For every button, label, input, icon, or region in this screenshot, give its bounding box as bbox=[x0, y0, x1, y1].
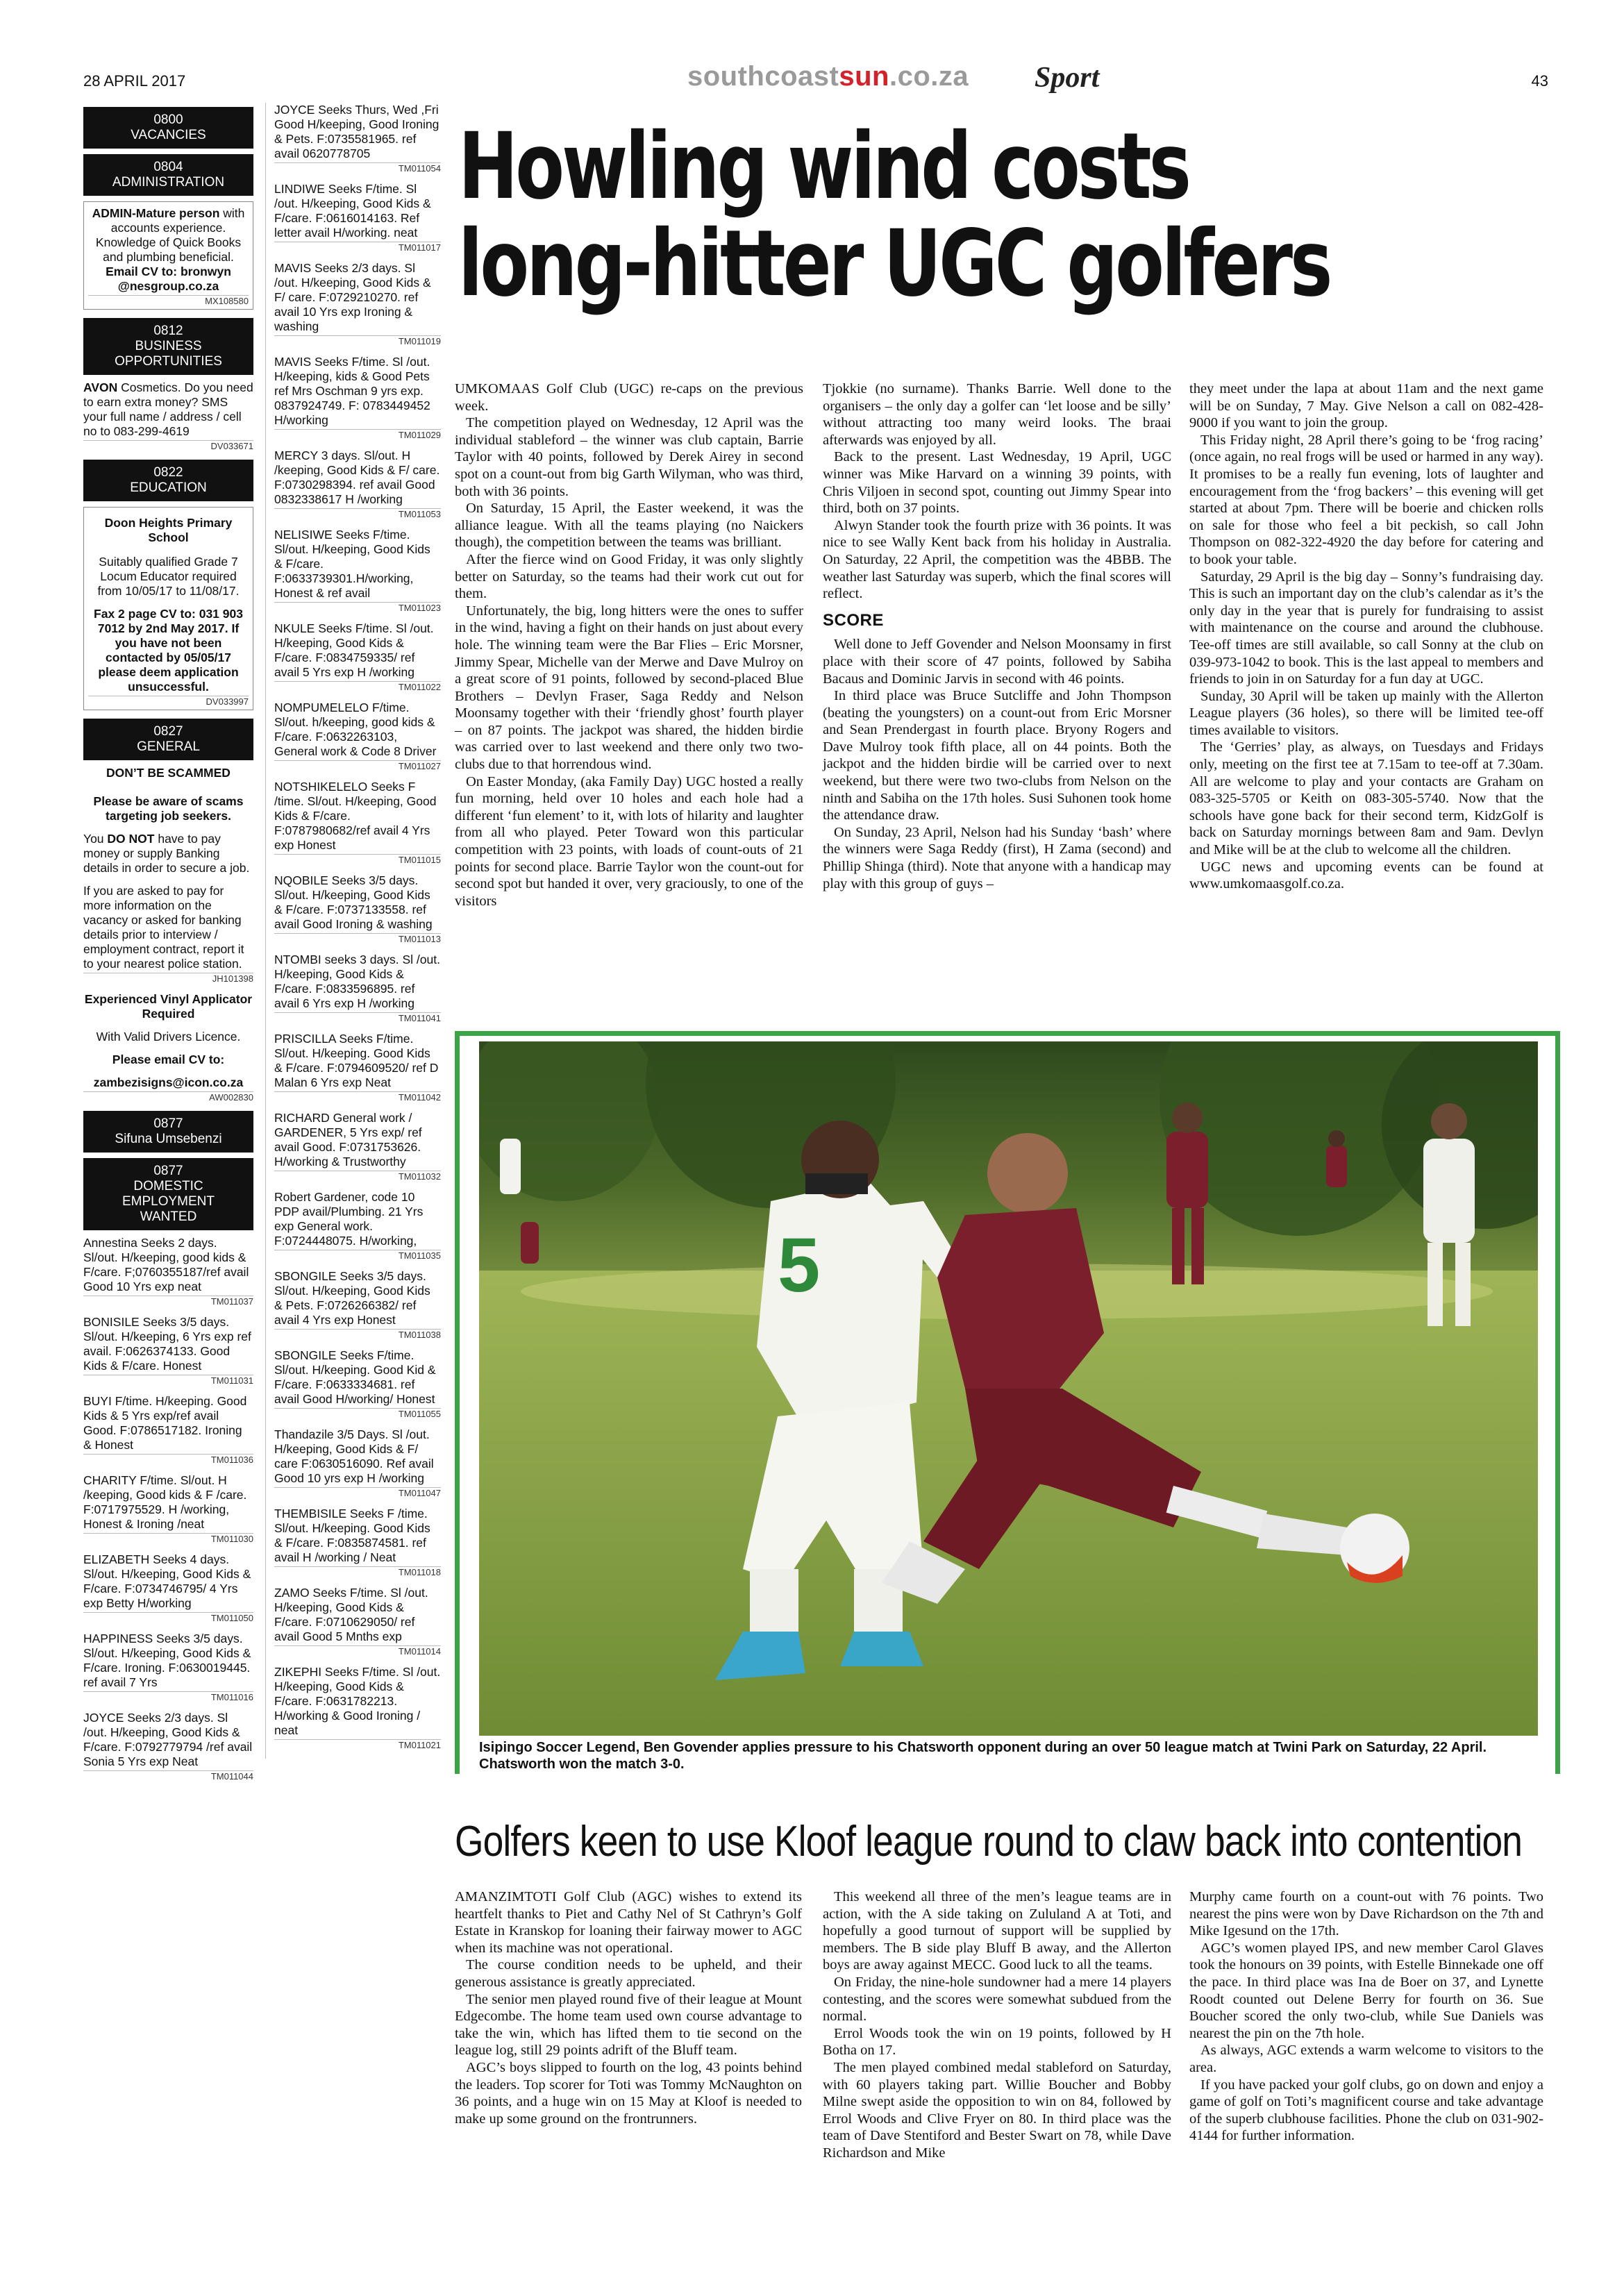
article-paragraph: The men played combined medal stableford on Saturday, with 60 players taking part. Willie Boucher and Bobby Milne swept aside the opposition to win on 84, followed by Errol Woods and Clive Fryer on 80. In third place was the team of Dave Stentiford and Bester Swart on 78, while Dave Richardson and Mike bbox=[823, 2059, 1171, 2161]
soccer-ball bbox=[1340, 1514, 1409, 1583]
article-paragraph: Unfortunately, the big, long hitters were the ones to suffer in the wind, having a fight on their hands on just about every hole. The winning team were the Bar Flies – Eric Morsner, Jimmy Spear, Michelle van der Merwe and Dave Mulroy on a great score of 91 points, followed by second-placed Blue Brothers – Devlyn Fraser, Saga Reddy and Nelson Moonsamy together with their ‘friendly ghost’ fourth player – on 87 points. The jackpot was shared, the hidden birdie was carried over to last weekend and there only two two-clubs due to that horrendous wind. bbox=[455, 603, 803, 773]
ad-ref: TM011038 bbox=[274, 1329, 441, 1340]
classifieds-panel bbox=[83, 103, 441, 2241]
article-paragraph: In third place was Bruce Sutcliffe and John Thompson (beating the youngsters) on a count-out from Eric Morsner and Sean Prendergast in fourth place. Bryony Rogers and Dave Mulroy took fifth place, all on 44 points. Both the jackpot and the hidden birdie will be carried over to next weekend, but there were two two-clubs from Nelson on the ninth and Sabiha on the 17th holes. Susi Suhonen took home the attendance draw. bbox=[823, 688, 1171, 823]
classified-ad bbox=[274, 1665, 441, 1750]
ad-email: zambezisigns@icon.co.za bbox=[93, 1075, 244, 1089]
story2-column-2 bbox=[823, 1888, 1171, 2162]
category-label: 0877 Sifuna Umsebenzi bbox=[115, 1116, 222, 1146]
classified-ad bbox=[274, 1032, 441, 1103]
ad-ref: TM011016 bbox=[83, 1691, 253, 1702]
story1-column-1 bbox=[455, 380, 803, 910]
story1-column-2 bbox=[823, 380, 1171, 892]
ad-title: Experienced Vinyl Applicator Required bbox=[84, 992, 253, 1021]
ad-text: With Valid Drivers Licence. bbox=[96, 1030, 241, 1044]
ad-text: Annestina Seeks 2 days. Sl/out. H/keeping, good kids & F/care. F;0760355187/ref avail Good 10 Yrs exp neat bbox=[83, 1236, 249, 1293]
category-label: 0877 DOMESTIC EMPLOYMENT WANTED bbox=[122, 1164, 215, 1224]
ad-ref: TM011055 bbox=[274, 1408, 441, 1419]
category-label: 0800 VACANCIES bbox=[131, 112, 206, 142]
ad-ref: TM011050 bbox=[83, 1612, 253, 1623]
ad-text: JOYCE Seeks 2/3 days. Sl /out. H/keeping, Good Kids & F/care. F:0792779794 /ref avail Sonia 5 Yrs exp Neat bbox=[83, 1711, 253, 1768]
ad-text: RICHARD General work / GARDENER, 5 Yrs exp/ ref avail Good. F:0731753626. H/working & Trustworthy bbox=[274, 1111, 422, 1168]
ad-ref: TM011035 bbox=[274, 1250, 441, 1261]
jersey-number: 5 bbox=[778, 1223, 821, 1308]
category-domestic bbox=[83, 1158, 253, 1230]
category-business bbox=[83, 318, 253, 375]
classified-ad bbox=[274, 261, 441, 346]
article-paragraph: On Saturday, 15 April, the Easter weekend, it was the alliance league. With all the teams playing (no Naickers though), the competition between the teams was brilliant. bbox=[455, 501, 803, 551]
masthead-part-b: sun bbox=[839, 61, 889, 92]
classified-ad-school bbox=[83, 507, 253, 710]
ad-ref: JH101398 bbox=[83, 973, 253, 984]
ad-ref: TM011029 bbox=[274, 429, 441, 440]
ad-lead: ADMIN-Mature person bbox=[92, 206, 220, 220]
ad-text: Cosmetics. Do you need to earn extra money? SMS your full name / address / cell no to 083-299-4619 bbox=[83, 380, 253, 438]
article-paragraph: AGC’s boys slipped to fourth on the log, 43 points behind the leaders. Top scorer for Toti was Tommy McNaughton on 36 points, and a huge win on 15 May at Kloof is needed to make up some ground on the frontrunners. bbox=[455, 2059, 802, 2127]
ad-text-bold: DO NOT bbox=[107, 832, 155, 846]
domestic-ads-list-2 bbox=[274, 103, 441, 1750]
article-paragraph: Alwyn Stander took the fourth prize with 36 points. It was nice to see Wally Kent back from his holiday in Australia. On Saturday, 22 April, the competition was the 4BBB. The weather last Saturday was superb, which the final scores will reflect. bbox=[823, 517, 1171, 602]
article-paragraph: The competition played on Wednesday, 12 April was the individual stableford – the winner was club captain, Barrie Taylor with 40 points, followed by Derek Airey in second spot on a count-out from big Garth Wilyman, who was third, both with 36 points. bbox=[455, 415, 803, 499]
article-paragraph: On Sunday, 23 April, Nelson had his Sunday ‘bash’ where the winners were Saga Reddy (first), H Zama (second) and Phillip Shinga (third). Note that anyone with a handicap may play with this group of guys – bbox=[823, 824, 1171, 891]
article-paragraph: On Easter Monday, (aka Family Day) UGC hosted a really fun morning, held over 10 holes and each hole had a different ‘fun element’ to it, with lots of hilarity and laughter from all who played. Peter Toward won this particular competition with 23 points, with loads of count-outs of 21 points for second place. Barrie Taylor won the count-out for second spot but handed it over, very graciously, to one of the visitors bbox=[455, 773, 803, 909]
category-education bbox=[83, 460, 253, 501]
article-paragraph: they meet under the lapa at about 11am and the next game will be on Sunday, 7 May. Give Nelson a call on 082-428-9000 if you want to join the group. bbox=[1189, 381, 1543, 431]
category-label: 0822 EDUCATION bbox=[130, 465, 207, 495]
classified-ad-vinyl bbox=[83, 992, 253, 1103]
article-paragraph: Sunday, 30 April will be taken up mainly with the Allerton League players (36 holes), so there will be limited tee-off times available to visitors. bbox=[1189, 688, 1543, 738]
photo-caption: Isipingo Soccer Legend, Ben Govender applies pressure to his Chatsworth opponent during an over 50 league match at Twini Park on Saturday, 22 April. Chatsworth won the match 3-0. bbox=[479, 1740, 1487, 1772]
classified-ad bbox=[274, 1586, 441, 1657]
page-number: 43 bbox=[1531, 72, 1548, 90]
article-paragraph: As always, AGC extends a warm welcome to visitors to the area. bbox=[1189, 2043, 1543, 2075]
ad-ref: TM011036 bbox=[83, 1454, 253, 1465]
ad-ref: TM011027 bbox=[274, 760, 441, 771]
story1-column-2-bottom bbox=[823, 636, 1171, 892]
ad-email: Email CV to: bronwyn @nesgroup.co.za bbox=[106, 265, 231, 293]
ad-text: Suitably qualified Grade 7 Locum Educator required from 10/05/17 to 11/08/17. bbox=[97, 555, 240, 598]
category-vacancies bbox=[83, 107, 253, 149]
classified-ad bbox=[83, 1394, 253, 1465]
article-paragraph: Murphy came fourth on a count-out with 76 points. Two nearest the pins were won by Dave Richardson on the 7th and Mike Igesund on the 17th. bbox=[1189, 1889, 1543, 1939]
ad-text-post: have to pay money or supply Banking details in order to secure a job. bbox=[83, 832, 250, 875]
classified-ad bbox=[83, 1473, 253, 1544]
ad-text: SBONGILE Seeks F/time. Sl/out. H/keeping. Good Kid & F/care. F:0633334681. ref avail Good H/working/ Honest bbox=[274, 1348, 436, 1406]
ad-ref: DV033997 bbox=[88, 696, 249, 707]
classified-ad bbox=[83, 1552, 253, 1623]
ad-text: CHARITY F/time. Sl/out. H /keeping, Good kids & F /care. F:0717975529. H /working, Honest & Ironing /neat bbox=[83, 1473, 247, 1531]
ad-text bbox=[83, 832, 253, 875]
classifieds-column-2 bbox=[265, 103, 441, 1759]
ad-text: ZIKEPHI Seeks F/time. Sl /out. H/keeping, Good Kids & F/care. F:0631782213. H/working & Good Ironing / neat bbox=[274, 1665, 441, 1737]
ad-text: LINDIWE Seeks F/time. Sl /out. H/keeping, Good Kids & F/care. F:0616014163. Ref letter avail H/working. neat bbox=[274, 182, 431, 240]
classified-ad bbox=[83, 1236, 253, 1307]
ad-text: ELIZABETH Seeks 4 days. Sl/out. H/keeping, Good Kids & F/care. F:0734746795/ 4 Yrs exp Betty H/working bbox=[83, 1552, 251, 1610]
ad-text: MAVIS Seeks 2/3 days. Sl /out. H/keeping, Good Kids & F/ care. F:0729210270. ref avail 10 Yrs exp Ironing & washing bbox=[274, 261, 431, 333]
ad-text: SBONGILE Seeks 3/5 days. Sl/out. H/keeping, Good Kids & Pets. F:0726266382/ ref avail 4 Yrs exp Honest bbox=[274, 1269, 430, 1327]
classified-ad bbox=[83, 1315, 253, 1386]
classified-ad bbox=[274, 953, 441, 1023]
ad-text: THEMBISILE Seeks F /time. Sl/out. H/keeping. Good Kids & F/care. F:0835874581. ref avail H /working / Neat bbox=[274, 1507, 430, 1564]
category-sifuna bbox=[83, 1111, 253, 1153]
ad-text: Robert Gardener, code 10 PDP avail/Plumbing. 21 Yrs exp General work. F:0724448075. H/working, bbox=[274, 1190, 424, 1248]
article-paragraph: This weekend all three of the men’s league teams are in action, with the A side taking on Zululand A at Toti, and hopefully a good turnout of support will be supplied by members. The B side play Bluff B away, and the Allerton boys are away against MECC. Good luck to all the teams. bbox=[823, 1889, 1171, 1973]
classified-ad-avon bbox=[83, 380, 253, 451]
article-paragraph: If you have packed your golf clubs, go on down and enjoy a game of golf on Toti’s magnificent course and take advantage of the superb clubhouse facilities. Phone the club on 031-902-4144 for further information. bbox=[1189, 2077, 1543, 2144]
category-general bbox=[83, 719, 253, 760]
ad-text: BUYI F/time. H/keeping. Good Kids & 5 Yrs exp/ref avail Good. F:0786517182. Ironing & Honest bbox=[83, 1394, 247, 1452]
classified-ad bbox=[274, 1507, 441, 1577]
ad-ref: TM011031 bbox=[83, 1375, 253, 1386]
ad-text: with accounts experience. Knowledge of Quick Books and plumbing beneficial. bbox=[95, 206, 245, 264]
ad-lead: AVON bbox=[83, 380, 118, 394]
ad-ref: TM011053 bbox=[274, 508, 441, 519]
ad-ref: TM011047 bbox=[274, 1487, 441, 1498]
masthead bbox=[687, 61, 969, 92]
article-paragraph: After the fierce wind on Good Friday, it was only slightly better on Saturday, so the teams had their work cut out for them. bbox=[455, 551, 803, 602]
classified-ad bbox=[274, 449, 441, 519]
ad-text: NQOBILE Seeks 3/5 days. Sl/out. H/keeping, Good Kids & F/care. F:0737133558. ref avail Good Ironing & washing bbox=[274, 873, 433, 931]
classified-ad bbox=[274, 873, 441, 944]
ad-text: NOTSHIKELELO Seeks F /time. Sl/out. H/keeping, Good Kids & F/care. F:0787980682/ref avail 4 Yrs exp Honest bbox=[274, 780, 437, 852]
ad-subtitle: Please be aware of scams targeting job seekers. bbox=[93, 794, 244, 823]
ad-ref: TM011018 bbox=[274, 1566, 441, 1577]
article-paragraph: The senior men played round five of their league at Mount Edgecombe. The home team used own course advantage to take the win, which has lifted them to tie second on the league log, still 29 points adrift of the Bluff team. bbox=[455, 1991, 802, 2059]
headline-line-2: long-hitter UGC golfers bbox=[458, 210, 1330, 317]
ad-ref: TM011041 bbox=[274, 1012, 441, 1023]
soccer-photo bbox=[479, 1041, 1538, 1736]
classified-ad bbox=[83, 1632, 253, 1702]
ad-text: BONISILE Seeks 3/5 days. Sl/out. H/keeping, 6 Yrs exp ref avail. F:0626374133. Good Kids & F/care. Honest bbox=[83, 1315, 251, 1373]
ad-ref: TM011044 bbox=[83, 1770, 253, 1782]
ad-text: PRISCILLA Seeks F/time. Sl/out. H/keeping. Good Kids & F/care. F:0794609520/ ref D Malan 6 Yrs exp Neat bbox=[274, 1032, 439, 1089]
domestic-ads-list-1 bbox=[83, 1236, 253, 1782]
ad-text: ZAMO Seeks F/time. Sl /out. H/keeping, Good Kids & F/care. F:0710629050/ ref avail Good 5 Mnths exp bbox=[274, 1586, 428, 1643]
ad-text: If you are asked to pay for more information on the vacancy or asked for banking details prior to interview / employment contract, report it to your nearest police station. bbox=[83, 884, 244, 971]
article-paragraph: Well done to Jeff Govender and Nelson Moonsamy in first place with their score of 47 points, followed by Sabiha Bacaus and Dominic Jarvis in second with 46 points. bbox=[823, 637, 1171, 687]
ad-title: DON’T BE SCAMMED bbox=[106, 766, 231, 780]
classified-ad bbox=[274, 103, 441, 174]
ad-text: MERCY 3 days. Sl/out. H /keeping, Good Kids & F/ care. F:0730298394. ref avail Good 0832338617 H /working bbox=[274, 449, 440, 506]
article-paragraph: UMKOMAAS Golf Club (UGC) re-caps on the previous week. bbox=[455, 381, 803, 414]
classified-ad bbox=[274, 780, 441, 865]
article-paragraph: On Friday, the nine-hole sundowner had a mere 14 players contesting, and the scores were somewhat subdued from the normal. bbox=[823, 1974, 1171, 2025]
masthead-part-a: southcoast bbox=[687, 61, 839, 92]
second-headline: Golfers keen to use Kloof league round to claw back into contention bbox=[455, 1818, 1523, 1866]
ad-ref: TM011013 bbox=[274, 933, 441, 944]
section-name: Sport bbox=[1035, 62, 1100, 94]
article-paragraph: AMANZIMTOTI Golf Club (AGC) wishes to extend its heartfelt thanks to Piet and Cathy Nel of St Cathryn’s Golf Estate in Kranskop for loaning their fairway mower to AGC when its machine was not operational. bbox=[455, 1889, 802, 1956]
ad-ref: MX108580 bbox=[88, 295, 249, 306]
ad-ref: TM011030 bbox=[83, 1533, 253, 1544]
article-paragraph: This Friday night, 28 April there’s going to be ‘frog racing’ (once again, no real frogs will be used or harmed in any way). It promises to be a really fun evening, lots of laughter and encouragement from the ‘frog backers’ – this evening will get started at about 7pm. There will be boerie and chicken rolls on sale for those who feel a bit peckish, so call John Thompson on 082-322-4920 the day before for catering and to book your table. bbox=[1189, 432, 1543, 567]
classified-ad bbox=[274, 528, 441, 613]
main-headline bbox=[458, 113, 1330, 317]
classified-ad bbox=[274, 1348, 441, 1419]
ad-text: NTOMBI seeks 3 days. Sl /out. H/keeping, Good Kids & F/care. F:0833596895. ref avail 6 Yrs exp H /working bbox=[274, 953, 440, 1010]
ad-ref: TM011017 bbox=[274, 242, 441, 253]
issue-date: 28 APRIL 2017 bbox=[83, 72, 186, 90]
category-administration bbox=[83, 154, 253, 196]
story2-column-1 bbox=[455, 1888, 802, 2127]
classified-ad bbox=[274, 355, 441, 440]
headline-line-1: Howling wind costs bbox=[458, 113, 1189, 220]
ad-text: JOYCE Seeks Thurs, Wed ,Fri Good H/keeping, Good Ironing & Pets. F:0735581965. ref avail 0620778705 bbox=[274, 103, 440, 160]
ad-ref: TM011037 bbox=[83, 1296, 253, 1307]
ad-ref: TM011022 bbox=[274, 681, 441, 692]
ad-ref: TM011015 bbox=[274, 854, 441, 865]
story1-column-2-top bbox=[823, 380, 1171, 603]
ad-text: HAPPINESS Seeks 3/5 days. Sl/out. H/keeping, Good Kids & F/care. Ironing. F:0630019445. ref avail 7 Yrs bbox=[83, 1632, 251, 1689]
ad-ref: TM011014 bbox=[274, 1645, 441, 1657]
ad-ref: AW002830 bbox=[83, 1091, 253, 1103]
ad-ref: DV033671 bbox=[83, 440, 253, 451]
article-paragraph: Back to the present. Last Wednesday, 19 April, UGC winner was Mike Harvard on a winning 39 points, with Chris Viljoen in second spot, counting out Jimmy Spear into third, both on 37 points. bbox=[823, 449, 1171, 517]
masthead-part-c: .co.za bbox=[889, 61, 969, 92]
classified-ad-admin bbox=[83, 201, 253, 310]
ad-text: NELISIWE Seeks F/time. Sl/out. H/keeping, Good Kids & F/care. F:0633739301.H/working, Honest & ref avail bbox=[274, 528, 430, 600]
classified-ad bbox=[274, 1111, 441, 1182]
category-label: 0804 ADMINISTRATION bbox=[112, 160, 225, 190]
article-paragraph: Saturday, 29 April is the big day – Sonny’s fundraising day. This is such an important day on the club’s calendar as it’s the only day in the year that is purely for fundraising to assist with maintenance on the course and around the clubhouse. Tee-off times are still available, so call Sonny at the club on 039-973-1042 to book. This is the last appeal to members and friends to join in on Saturday for a fun day at UGC. bbox=[1189, 569, 1543, 687]
ad-ref: TM011032 bbox=[274, 1171, 441, 1182]
ad-text-pre: You bbox=[83, 832, 108, 846]
article-paragraph: UGC news and upcoming events can be found at www.umkomaasgolf.co.za. bbox=[1189, 859, 1543, 892]
story1-subhead: SCORE bbox=[823, 610, 884, 630]
ad-text: NKULE Seeks F/time. Sl /out. H/keeping, Good Kids & F/care. F:0834759335/ ref avail 5 Yrs exp H /working bbox=[274, 621, 434, 679]
classified-ad bbox=[274, 701, 441, 771]
classifieds-column-1 bbox=[83, 103, 253, 1790]
article-paragraph: The ‘Gerries’ play, as always, on Tuesdays and Fridays only, meeting on the first tee at 7.15am to tee-off at 7.30am. All are welcome to play and your contacts are Graham on 083-325-5705 or Keith on 083-305-5740. Now that the schools have gone back for their second term, KidzGolf is back on Saturday mornings between 8am and 9am. Devlyn and Mike will be at the club to welcome all the children. bbox=[1189, 739, 1543, 858]
ad-text: MAVIS Seeks F/time. Sl /out. H/keeping, kids & Good Pets ref Mrs Oschman 9 yrs exp. 0837924749. F: 0783449452 H/working bbox=[274, 355, 430, 427]
classified-ad bbox=[83, 1711, 253, 1782]
story2-column-3 bbox=[1189, 1888, 1543, 2145]
classified-ad bbox=[274, 1427, 441, 1498]
ad-ref: TM011021 bbox=[274, 1739, 441, 1750]
classified-ad bbox=[274, 1269, 441, 1340]
soccer-photo-illustration bbox=[479, 1041, 1538, 1736]
article-paragraph: Errol Woods took the win on 19 points, followed by H Botha on 17. bbox=[823, 2025, 1171, 2059]
classified-ad bbox=[274, 182, 441, 253]
article-paragraph: AGC’s women played IPS, and new member Carol Glaves took the honours on 39 points, with Estelle Binnekade one off the pace. In third place was Ina de Boer on 37, and Lynette Roodt counted out Delene Berry for fourth on 36. Sue Boucher scored the only two-club, while Sue Daniels was nearest the pin on the 7th hole. bbox=[1189, 1940, 1543, 2041]
ad-email-label: Please email CV to: bbox=[112, 1053, 225, 1066]
ad-ref: TM011054 bbox=[274, 162, 441, 174]
ad-fax: Fax 2 page CV to: 031 903 7012 by 2nd May 2017. If you have not been contacted by 05/05/17 please deem application unsuccessful. bbox=[94, 607, 243, 694]
article-paragraph: The course condition needs to be upheld, and their generous assistance is greatly appreciated. bbox=[455, 1957, 802, 1990]
ad-ref: TM011019 bbox=[274, 335, 441, 346]
ad-ref: TM011023 bbox=[274, 602, 441, 613]
category-label: 0827 GENERAL bbox=[137, 724, 200, 754]
ad-text: NOMPUMELELO F/time. Sl/out. h/keeping, good kids & F/care. F:0632263103, General work & Code 8 Driver bbox=[274, 701, 437, 758]
classified-ad-scam-warning bbox=[83, 766, 253, 984]
category-label: 0812 BUSINESS OPPORTUNITIES bbox=[115, 324, 222, 369]
ad-ref: TM011042 bbox=[274, 1091, 441, 1103]
ad-text: Thandazile 3/5 Days. Sl /out. H/keeping, Good Kids & F/ care F:0630516090. Ref avail Good 10 yrs exp H /working bbox=[274, 1427, 434, 1485]
page-header bbox=[83, 61, 1555, 96]
classified-ad bbox=[274, 1190, 441, 1261]
ad-title: Doon Heights Primary School bbox=[104, 516, 233, 544]
article-paragraph: Tjokkie (no surname). Thanks Barrie. Well done to the organisers – the only day a golfer can ‘let loose and be silly’ without attracting too many weird looks. The braai afterwards was enjoyed by all. bbox=[823, 381, 1171, 448]
story1-column-3 bbox=[1189, 380, 1543, 893]
classified-ad bbox=[274, 621, 441, 692]
